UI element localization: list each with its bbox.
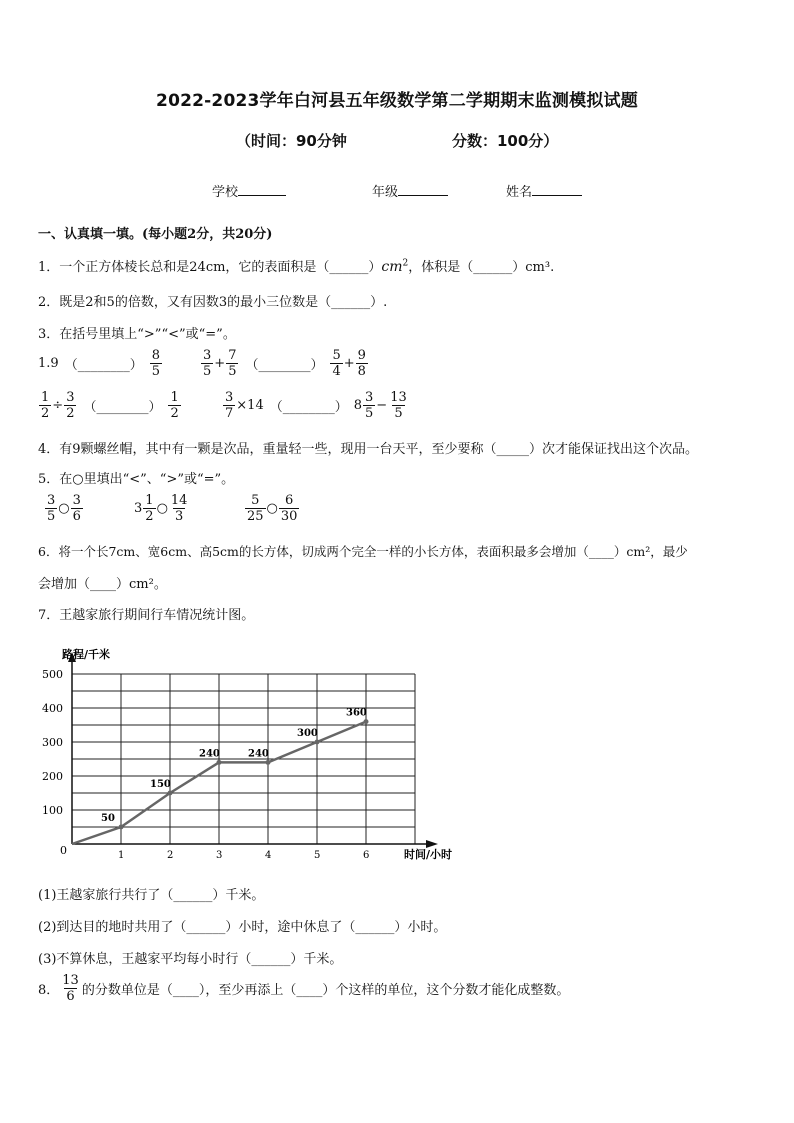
divide-sign: ÷ bbox=[52, 398, 64, 413]
question-4: 4．有9颗螺丝帽，其中有一颗是次品，重量轻一些，现用一台天平，至少要称（_____）次才能保证找出这个次品。 bbox=[38, 442, 699, 457]
y-tick-label: 300 bbox=[42, 736, 63, 749]
x-tick-label: 5 bbox=[314, 850, 321, 861]
data-point bbox=[168, 791, 173, 796]
exam-time: （时间：90分钟 bbox=[236, 132, 347, 150]
q3-row1-left bbox=[38, 348, 163, 379]
mixed-whole: 8 bbox=[353, 398, 363, 413]
travel-line-chart bbox=[34, 644, 474, 870]
q5-item-2 bbox=[134, 493, 190, 524]
school-label: 学校 bbox=[212, 185, 239, 200]
q8-number: 8． bbox=[38, 983, 60, 998]
mixed-whole: 3 bbox=[134, 501, 143, 516]
q3-decimal: 1.9 bbox=[38, 356, 59, 371]
question-7-1: (1)王越家旅行共行了（______）千米。 bbox=[38, 888, 265, 903]
name-label: 姓名 bbox=[506, 185, 533, 200]
question-5: 5．在○里填出“<”、“>”或“=”。 bbox=[38, 472, 235, 487]
y-tick-label: 100 bbox=[42, 804, 63, 817]
q3-blank-2[interactable]: （________） bbox=[245, 358, 324, 373]
data-label: 300 bbox=[297, 728, 318, 739]
q3-blank-4[interactable]: （________） bbox=[269, 400, 348, 415]
minus-sign: − bbox=[376, 398, 388, 413]
data-label: 150 bbox=[150, 779, 171, 790]
data-label: 50 bbox=[101, 813, 115, 824]
q5-item-3 bbox=[244, 493, 300, 524]
fraction: $\frac{5}{4}$ bbox=[332, 348, 341, 379]
compare-circle[interactable]: ○ bbox=[156, 501, 168, 516]
q1-text-a: 1．一个正方体棱长总和是24cm，它的表面积是（______） bbox=[38, 260, 382, 275]
question-6-line-2: 会增加（____）cm²。 bbox=[38, 577, 167, 592]
exam-score: 分数：100分） bbox=[452, 132, 559, 150]
y-tick-label: 400 bbox=[42, 702, 63, 715]
data-point bbox=[217, 760, 222, 765]
times-14: ×14 bbox=[236, 398, 264, 413]
q1-unit: cm bbox=[381, 259, 403, 275]
y-tick-label: 500 bbox=[42, 668, 63, 681]
data-point bbox=[364, 719, 369, 724]
data-label: 360 bbox=[346, 707, 367, 719]
name-blank[interactable] bbox=[532, 183, 582, 196]
fraction: $\frac{7}{5}$ bbox=[228, 348, 237, 379]
y-tick-label: 200 bbox=[42, 770, 63, 783]
x-tick-label: 4 bbox=[265, 850, 272, 861]
fraction: $\frac{6}{30}$ bbox=[280, 493, 298, 524]
q1-sup: 2 bbox=[402, 258, 409, 269]
grade-label: 年级 bbox=[372, 185, 399, 200]
x-tick-label: 1 bbox=[118, 850, 125, 861]
origin-label: 0 bbox=[60, 844, 67, 857]
data-label: 240 bbox=[199, 748, 220, 760]
data-point bbox=[266, 760, 271, 765]
page-title: 2022-2023学年白河县五年级数学第二学期期末监测模拟试题 bbox=[156, 91, 638, 111]
y-axis-label: 路程/千米 bbox=[62, 648, 111, 661]
fraction: $\frac{3}{5}$ bbox=[47, 493, 56, 524]
school-field[interactable] bbox=[212, 181, 286, 200]
x-tick-label: 6 bbox=[363, 850, 370, 861]
q3-blank-1[interactable]: （________） bbox=[64, 358, 143, 373]
question-6-line-1: 6．将一个长7cm、宽6cm、高5cm的长方体，切成两个完全一样的小长方体，表面积最多会增加（____）cm²，最少 bbox=[38, 544, 688, 559]
question-8 bbox=[38, 973, 569, 1004]
compare-circle[interactable]: ○ bbox=[58, 501, 70, 516]
question-7-3: (3)不算休息，王越家平均每小时行（______）千米。 bbox=[38, 952, 343, 967]
q3-row2-left bbox=[38, 390, 182, 421]
fraction: $\frac{3}{2}$ bbox=[66, 390, 75, 421]
fraction: $\frac{14}{3}$ bbox=[170, 493, 188, 524]
fraction: $\frac{3}{5}$ bbox=[365, 390, 374, 421]
fraction: $\frac{1}{2}$ bbox=[41, 390, 50, 421]
fraction: $\frac{1}{2}$ bbox=[170, 390, 179, 421]
fraction: $\frac{5}{25}$ bbox=[247, 493, 264, 524]
fraction: $\frac{3}{6}$ bbox=[72, 493, 81, 524]
x-axis-label: 时间/小时 bbox=[404, 848, 453, 861]
question-1 bbox=[38, 256, 554, 275]
q3-row1-right bbox=[200, 348, 369, 379]
x-tick-label: 3 bbox=[216, 850, 223, 861]
fraction: $\frac{1}{2}$ bbox=[145, 493, 154, 524]
q8-text: 的分数单位是（____），至少再添上（____）个这样的单位，这个分数才能化成整数。 bbox=[81, 983, 570, 998]
fraction: $\frac{3}{5}$ bbox=[203, 348, 212, 379]
fraction: $\frac{3}{7}$ bbox=[225, 390, 234, 421]
data-point bbox=[119, 825, 124, 830]
question-7: 7．王越家旅行期间行车情况统计图。 bbox=[38, 608, 255, 623]
x-tick-label: 2 bbox=[167, 850, 174, 861]
grade-blank[interactable] bbox=[398, 183, 448, 196]
fraction: $\frac{8}{5}$ bbox=[151, 348, 160, 379]
x-axis-arrow-icon bbox=[426, 840, 438, 848]
q5-item-1 bbox=[44, 493, 84, 524]
data-point bbox=[315, 740, 320, 745]
chart-grid bbox=[72, 674, 415, 844]
plus-sign: + bbox=[214, 356, 226, 371]
fraction: $\frac{9}{8}$ bbox=[357, 348, 366, 379]
section-heading: 一、认真填一填。(每小题2分，共20分) bbox=[38, 227, 273, 242]
chart-ticks bbox=[42, 668, 369, 861]
question-7-2: (2)到达目的地时共用了（______）小时，途中休息了（______）小时。 bbox=[38, 920, 447, 935]
fraction: $\frac{13}{6}$ bbox=[62, 973, 79, 1004]
q3-blank-3[interactable]: （________） bbox=[83, 400, 162, 415]
compare-circle[interactable]: ○ bbox=[266, 501, 278, 516]
grade-field[interactable] bbox=[372, 181, 448, 200]
plus-sign: + bbox=[343, 356, 355, 371]
school-blank[interactable] bbox=[238, 183, 286, 196]
name-field[interactable] bbox=[506, 181, 582, 200]
fraction: $\frac{13}{5}$ bbox=[390, 390, 407, 421]
question-3: 3．在括号里填上“>”“<”或“=”。 bbox=[38, 327, 236, 342]
data-label: 240 bbox=[248, 748, 269, 760]
q3-row2-right bbox=[222, 390, 410, 421]
question-2: 2．既是2和5的倍数，又有因数3的最小三位数是（______）. bbox=[38, 295, 388, 310]
q1-text-b: ，体积是（______）cm³. bbox=[408, 260, 555, 275]
